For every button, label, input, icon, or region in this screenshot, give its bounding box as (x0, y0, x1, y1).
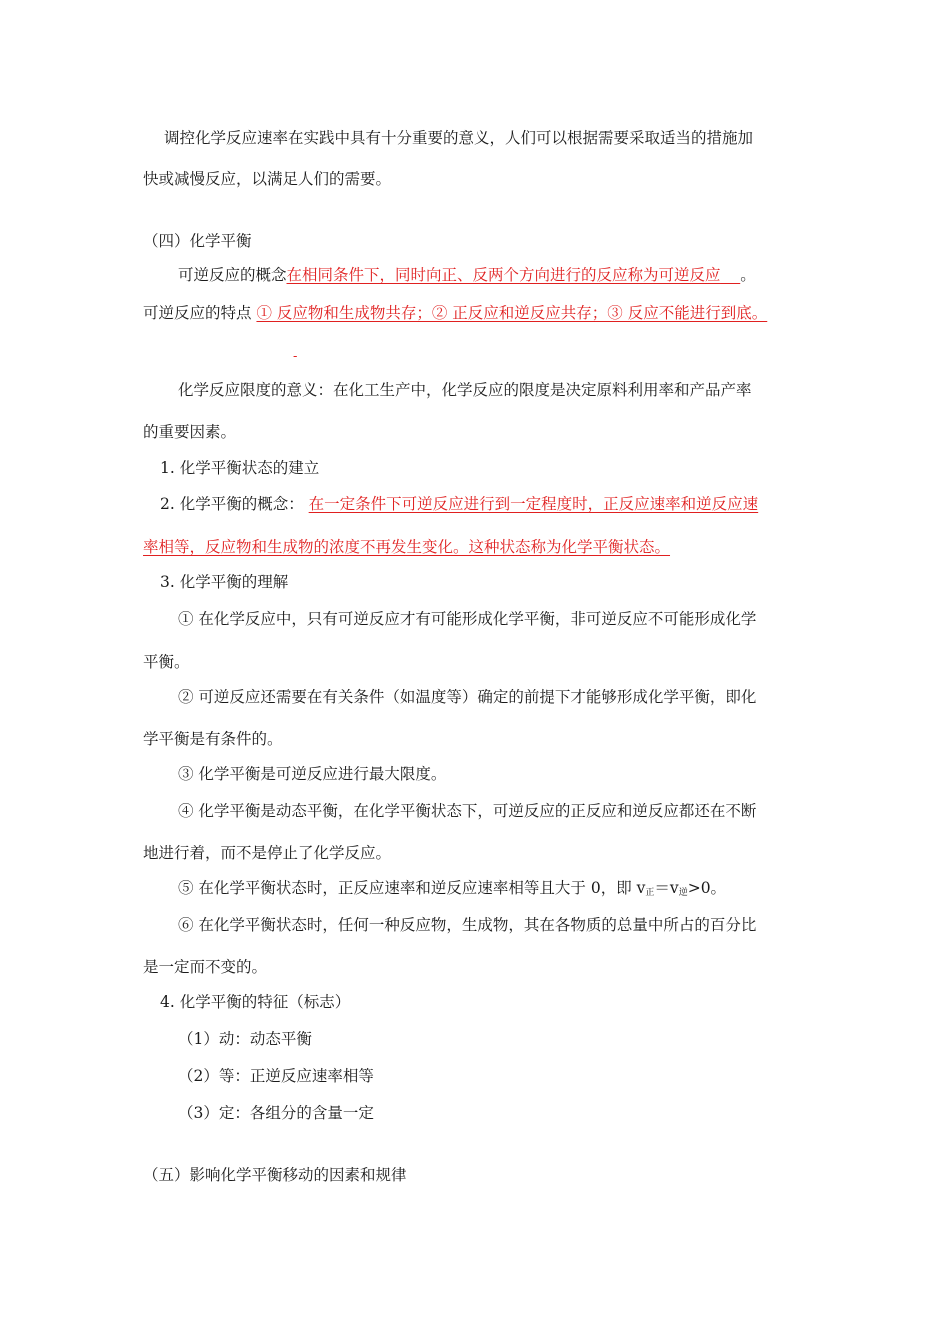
reverse-subscript: 逆 (678, 888, 688, 898)
point-6-line-2: 是一定而不变的。 (143, 958, 268, 976)
reversible-concept-answer: 在相同条件下，同时向正、反两个方向进行的反应称为可逆反应 (286, 266, 721, 284)
point-6-line-1: ⑥ 在化学平衡状态时，任何一种反应物，生成物，其在各物质的总量中所占的百分比 (178, 916, 757, 934)
item-4-heading: 4. 化学平衡的特征（标志） (160, 993, 351, 1011)
point-5-part-a: ⑤ 在化学平衡状态时，正反应速率和逆反应速率相等且大于 0，即 v (178, 879, 646, 897)
point-2-line-2: 学平衡是有条件的。 (143, 730, 283, 748)
point-1-line-2: 平衡。 (143, 653, 190, 671)
forward-subscript: 正 (645, 888, 655, 898)
intro-line-1: 调控化学反应速率在实践中具有十分重要的意义，人们可以根据需要采取适当的措施加 (164, 129, 754, 147)
point-1-line-1: ① 在化学反应中，只有可逆反应才有可能形成化学平衡，非可逆反应不可能形成化学 (178, 610, 757, 628)
feature-1: （1）动：动态平衡 (178, 1030, 312, 1048)
reversible-concept-blank (721, 266, 741, 284)
reversible-concept (178, 265, 756, 285)
section-4-heading: （四）化学平衡 (143, 232, 252, 250)
point-5 (178, 878, 726, 903)
feature-2: （2）等：正逆反应速率相等 (178, 1067, 374, 1085)
point-2-line-1: ② 可逆反应还需要在有关条件（如温度等）确定的前提下才能够形成化学平衡，即化 (178, 688, 757, 706)
limit-line-1: 化学反应限度的意义：在化工生产中，化学反应的限度是决定原料利用率和产品产率 (178, 381, 752, 399)
stray-dash: - (293, 349, 298, 364)
equilibrium-definition-part-1: 在一定条件下可逆反应进行到一定程度时，正反应速率和逆反应速 (308, 495, 759, 513)
reversible-concept-label: 可逆反应的概念 (178, 266, 287, 284)
limit-line-2: 的重要因素。 (143, 423, 237, 441)
point-5-part-b: ＝v (654, 879, 679, 897)
feature-3: （3）定：各组分的含量一定 (178, 1104, 374, 1122)
point-5-part-c: >0。 (687, 879, 727, 897)
reversible-concept-end: 。 (740, 266, 756, 284)
point-3: ③ 化学平衡是可逆反应进行最大限度。 (178, 765, 447, 783)
item-3-heading: 3. 化学平衡的理解 (160, 573, 289, 591)
intro-line-2: 快或减慢反应，以满足人们的需要。 (143, 170, 392, 188)
item-2-line-1 (160, 494, 758, 514)
reversible-features (143, 303, 767, 323)
equilibrium-definition-part-2: 率相等，反应物和生成物的浓度不再发生变化。这种状态称为化学平衡状态。 (143, 538, 671, 556)
point-4-line-1: ④ 化学平衡是动态平衡，在化学平衡状态下，可逆反应的正反应和逆反应都还在不断 (178, 802, 757, 820)
reversible-features-label: 可逆反应的特点 (143, 304, 252, 322)
point-4-line-2: 地进行着，而不是停止了化学反应。 (143, 844, 392, 862)
item-2-label: 2. 化学平衡的概念： (160, 495, 304, 513)
reversible-features-answer: ① 反应物和生成物共存；② 正反应和逆反应共存；③ 反应不能进行到底。 (256, 304, 768, 322)
section-5-heading: （五）影响化学平衡移动的因素和规律 (143, 1166, 407, 1184)
item-1-heading: 1. 化学平衡状态的建立 (160, 459, 320, 477)
